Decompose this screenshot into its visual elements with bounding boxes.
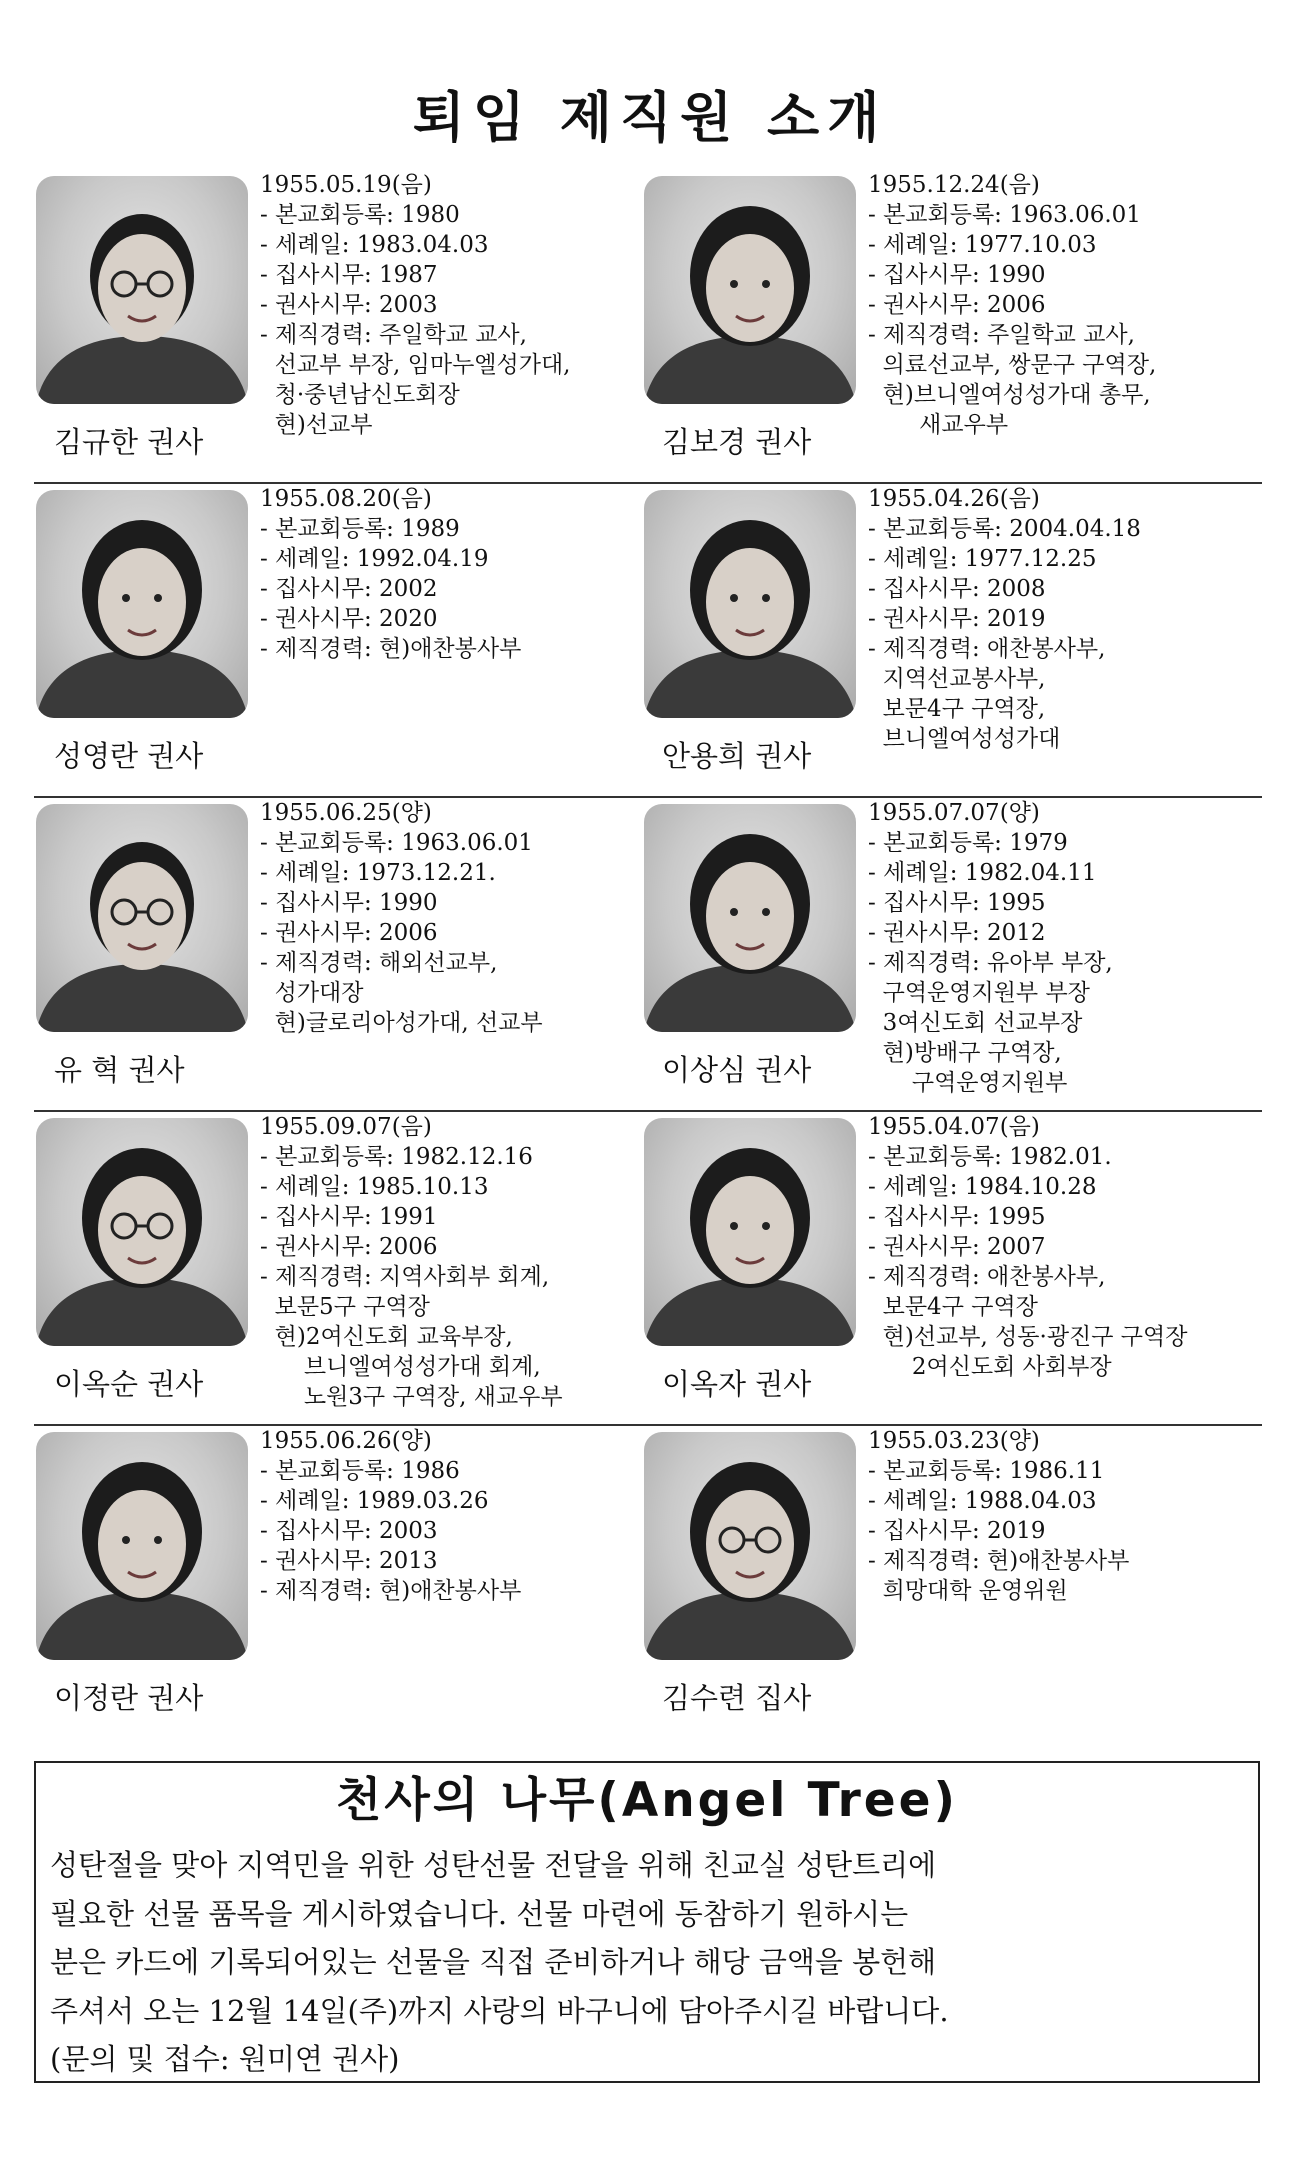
portrait-woman-photo — [644, 176, 856, 404]
retiree-row — [34, 1112, 1262, 1426]
retiree-row — [34, 1426, 1262, 1746]
angel-tree-line: 주셔서 오는 12월 14일(주)까지 사랑의 바구니에 담아주시길 바랍니다. — [50, 1993, 949, 2028]
retiree-info-line: - 제직경력: 현)애찬봉사부 — [260, 636, 522, 662]
retiree-info-line: - 본교회등록: 1980 — [260, 202, 460, 228]
portrait-woman-photo — [36, 1432, 248, 1660]
retiree-info-line: 희망대학 운영위원 — [868, 1578, 1068, 1604]
retiree-info-line: - 본교회등록: 1986 — [260, 1458, 460, 1484]
retiree-info-line: - 집사시무: 2019 — [868, 1518, 1046, 1544]
retiree-info-line: - 제직경력: 애찬봉사부, — [868, 1264, 1106, 1290]
retiree-info-line: 브니엘여성성가대 회계, — [260, 1354, 541, 1380]
retiree-info-line: - 세례일: 1973.12.21. — [260, 860, 496, 886]
retiree-card — [34, 798, 648, 1110]
retiree-info-line: 1955.05.19(음) — [260, 172, 432, 198]
retiree-info-line: - 권사시무: 2006 — [260, 920, 438, 946]
retiree-info-line: - 집사시무: 2002 — [260, 576, 438, 602]
retiree-info-line: 1955.08.20(음) — [260, 486, 432, 512]
retiree-info-line: - 제직경력: 현)애찬봉사부 — [868, 1548, 1130, 1574]
retiree-info — [868, 798, 1263, 1098]
portrait-woman-glasses-photo — [644, 1432, 856, 1660]
retiree-info-line: 보문5구 구역장 — [260, 1294, 430, 1320]
retiree-card — [34, 484, 648, 796]
retiree-info-line: 3여신도회 선교부장 — [868, 1010, 1083, 1036]
retiree-card — [642, 170, 1256, 482]
retiree-info-line: 선교부 부장, 임마누엘성가대, — [260, 352, 571, 378]
retiree-info — [868, 1426, 1263, 1606]
portrait-woman-photo — [644, 490, 856, 718]
retiree-info-line: - 본교회등록: 1982.01. — [868, 1144, 1112, 1170]
retiree-info-line: - 세례일: 1988.04.03 — [868, 1488, 1097, 1514]
portrait-woman-glasses-photo — [36, 1118, 248, 1346]
portrait-woman-photo — [36, 490, 248, 718]
retiree-info-line: 1955.06.25(양) — [260, 800, 432, 826]
retiree-info-line: - 집사시무: 1987 — [260, 262, 438, 288]
retiree-name: 유 혁 권사 — [54, 1053, 185, 1087]
retiree-info-line: - 권사시무: 2007 — [868, 1234, 1046, 1260]
retiree-info-line: - 집사시무: 1995 — [868, 890, 1046, 916]
retiree-info-line: 의료선교부, 쌍문구 구역장, — [868, 352, 1157, 378]
retiree-name: 성영란 권사 — [54, 739, 204, 773]
retiree-card — [34, 170, 648, 482]
retiree-card — [642, 1112, 1256, 1424]
retiree-info-line: - 세례일: 1989.03.26 — [260, 1488, 489, 1514]
angel-tree-notice — [34, 1761, 1260, 2083]
retiree-info-line: 2여신도회 사회부장 — [868, 1354, 1112, 1380]
retiree-info-line: 보문4구 구역장, — [868, 696, 1046, 722]
portrait-man-glasses-photo — [36, 804, 248, 1032]
retiree-info-line: - 권사시무: 2020 — [260, 606, 438, 632]
retiree-info-line: 현)2여신도회 교육부장, — [260, 1324, 513, 1350]
retiree-info-line: 성가대장 — [260, 980, 364, 1006]
retiree-info-line: - 세례일: 1977.10.03 — [868, 232, 1097, 258]
retiree-info-line: 현)브니엘여성성가대 총무, — [868, 382, 1151, 408]
retiree-info-line: - 집사시무: 2008 — [868, 576, 1046, 602]
retiree-name: 이상심 권사 — [662, 1053, 812, 1087]
retiree-info-line: - 집사시무: 1990 — [260, 890, 438, 916]
portrait-man-glasses-photo — [36, 176, 248, 404]
retiree-info-line: - 집사시무: 1990 — [868, 262, 1046, 288]
retiree-info-line: - 제직경력: 지역사회부 회계, — [260, 1264, 550, 1290]
retiree-name: 김보경 권사 — [662, 425, 812, 459]
retiree-info-line: - 제직경력: 주일학교 교사, — [868, 322, 1135, 348]
retiree-info-line: 현)선교부 — [260, 412, 373, 438]
retiree-name: 안용희 권사 — [662, 739, 812, 773]
retiree-info-line: - 권사시무: 2003 — [260, 292, 438, 318]
retiree-info — [260, 798, 655, 1038]
retiree-info-line: 브니엘여성성가대 — [868, 726, 1061, 752]
retiree-info-line: - 세례일: 1983.04.03 — [260, 232, 489, 258]
retiree-info-line: - 권사시무: 2019 — [868, 606, 1046, 632]
retiree-info-line: 1955.03.23(양) — [868, 1428, 1040, 1454]
retiree-name: 김규한 권사 — [54, 425, 204, 459]
retiree-info-line: - 제직경력: 주일학교 교사, — [260, 322, 527, 348]
retiree-info-line: - 본교회등록: 2004.04.18 — [868, 516, 1141, 542]
retiree-card — [642, 1426, 1256, 1746]
retiree-info-line: - 집사시무: 1995 — [868, 1204, 1046, 1230]
retiree-name: 이옥자 권사 — [662, 1367, 812, 1401]
angel-tree-line: 분은 카드에 기록되어있는 선물을 직접 준비하거나 해당 금액을 봉헌해 — [50, 1945, 937, 1979]
retiree-info-line: - 세례일: 1982.04.11 — [868, 860, 1097, 886]
portrait-woman-photo — [644, 804, 856, 1032]
angel-tree-line: 필요한 선물 품목을 게시하였습니다. 선물 마련에 동참하기 원하시는 — [50, 1896, 909, 1931]
retiree-info-line: - 제직경력: 현)애찬봉사부 — [260, 1578, 522, 1604]
retiree-row — [34, 798, 1262, 1112]
retiree-info-line: 1955.04.26(음) — [868, 486, 1040, 512]
retiree-info-line: - 세례일: 1992.04.19 — [260, 546, 489, 572]
retiree-info-line: - 제직경력: 유아부 부장, — [868, 950, 1113, 976]
page-title: 퇴임 제직원 소개 — [412, 86, 888, 149]
retiree-info-line: - 권사시무: 2006 — [260, 1234, 438, 1260]
portrait-woman-photo — [644, 1118, 856, 1346]
retiree-card — [34, 1112, 648, 1424]
retiree-info-line: - 권사시무: 2013 — [260, 1548, 438, 1574]
retiree-info-line: 1955.09.07(음) — [260, 1114, 432, 1140]
retiree-name: 이옥순 권사 — [54, 1367, 204, 1401]
retiree-info-line: 구역운영지원부 — [868, 1070, 1068, 1096]
retiree-info-line: - 본교회등록: 1963.06.01 — [260, 830, 533, 856]
retiree-info — [868, 1112, 1263, 1382]
retiree-info-line: - 권사시무: 2006 — [868, 292, 1046, 318]
retiree-info-line: 1955.06.26(양) — [260, 1428, 432, 1454]
angel-tree-body — [50, 1841, 1246, 2084]
retiree-info-line: - 본교회등록: 1989 — [260, 516, 460, 542]
retiree-info-line: 1955.12.24(음) — [868, 172, 1040, 198]
retiree-info-line: - 집사시무: 1991 — [260, 1204, 438, 1230]
retiree-info-line: - 권사시무: 2012 — [868, 920, 1046, 946]
retiree-card — [642, 798, 1256, 1110]
retiree-info-line: 현)방배구 구역장, — [868, 1040, 1062, 1066]
retiree-info-line: 노원3구 구역장, 새교우부 — [260, 1384, 563, 1410]
retiree-info-line: 청·중년남신도회장 — [260, 382, 460, 408]
angel-tree-line: 성탄절을 맞아 지역민을 위한 성탄선물 전달을 위해 친교실 성탄트리에 — [50, 1848, 937, 1882]
retiree-info-line: - 본교회등록: 1986.11 — [868, 1458, 1105, 1484]
retiree-name: 이정란 권사 — [54, 1681, 204, 1715]
retiree-info — [260, 170, 655, 440]
retiree-card — [34, 1426, 648, 1746]
retiree-info-line: 보문4구 구역장 — [868, 1294, 1038, 1320]
retiree-info-line: - 본교회등록: 1979 — [868, 830, 1068, 856]
retiree-info-line: 지역선교봉사부, — [868, 666, 1046, 692]
retiree-row — [34, 484, 1262, 798]
retiree-grid — [34, 170, 1262, 1746]
retiree-info-line: 현)글로리아성가대, 선교부 — [260, 1010, 543, 1036]
retiree-row — [34, 170, 1262, 484]
retiree-info-line: 구역운영지원부 부장 — [868, 980, 1090, 1006]
retiree-info-line: - 세례일: 1985.10.13 — [260, 1174, 489, 1200]
retiree-info-line: 1955.04.07(음) — [868, 1114, 1040, 1140]
angel-tree-line: (문의 및 접수: 원미연 권사) — [50, 2042, 400, 2076]
retiree-info-line: - 제직경력: 애찬봉사부, — [868, 636, 1106, 662]
retiree-info-line: - 세례일: 1977.12.25 — [868, 546, 1097, 572]
retiree-info-line: 현)선교부, 성동·광진구 구역장 — [868, 1324, 1188, 1350]
retiree-info-line: - 제직경력: 해외선교부, — [260, 950, 498, 976]
retiree-info-line: 1955.07.07(양) — [868, 800, 1040, 826]
retiree-info — [868, 170, 1263, 440]
retiree-info-line: - 본교회등록: 1963.06.01 — [868, 202, 1141, 228]
retiree-info — [868, 484, 1263, 754]
retiree-info-line: - 세례일: 1984.10.28 — [868, 1174, 1097, 1200]
retiree-info — [260, 1112, 655, 1412]
retiree-info-line: - 본교회등록: 1982.12.16 — [260, 1144, 533, 1170]
retiree-info — [260, 484, 655, 664]
retiree-card — [642, 484, 1256, 796]
retiree-name: 김수련 집사 — [662, 1681, 812, 1715]
retiree-info-line: 새교우부 — [868, 412, 1009, 438]
retiree-info — [260, 1426, 655, 1606]
retiree-info-line: - 집사시무: 2003 — [260, 1518, 438, 1544]
angel-tree-title: 천사의 나무(Angel Tree) — [336, 1773, 958, 1828]
